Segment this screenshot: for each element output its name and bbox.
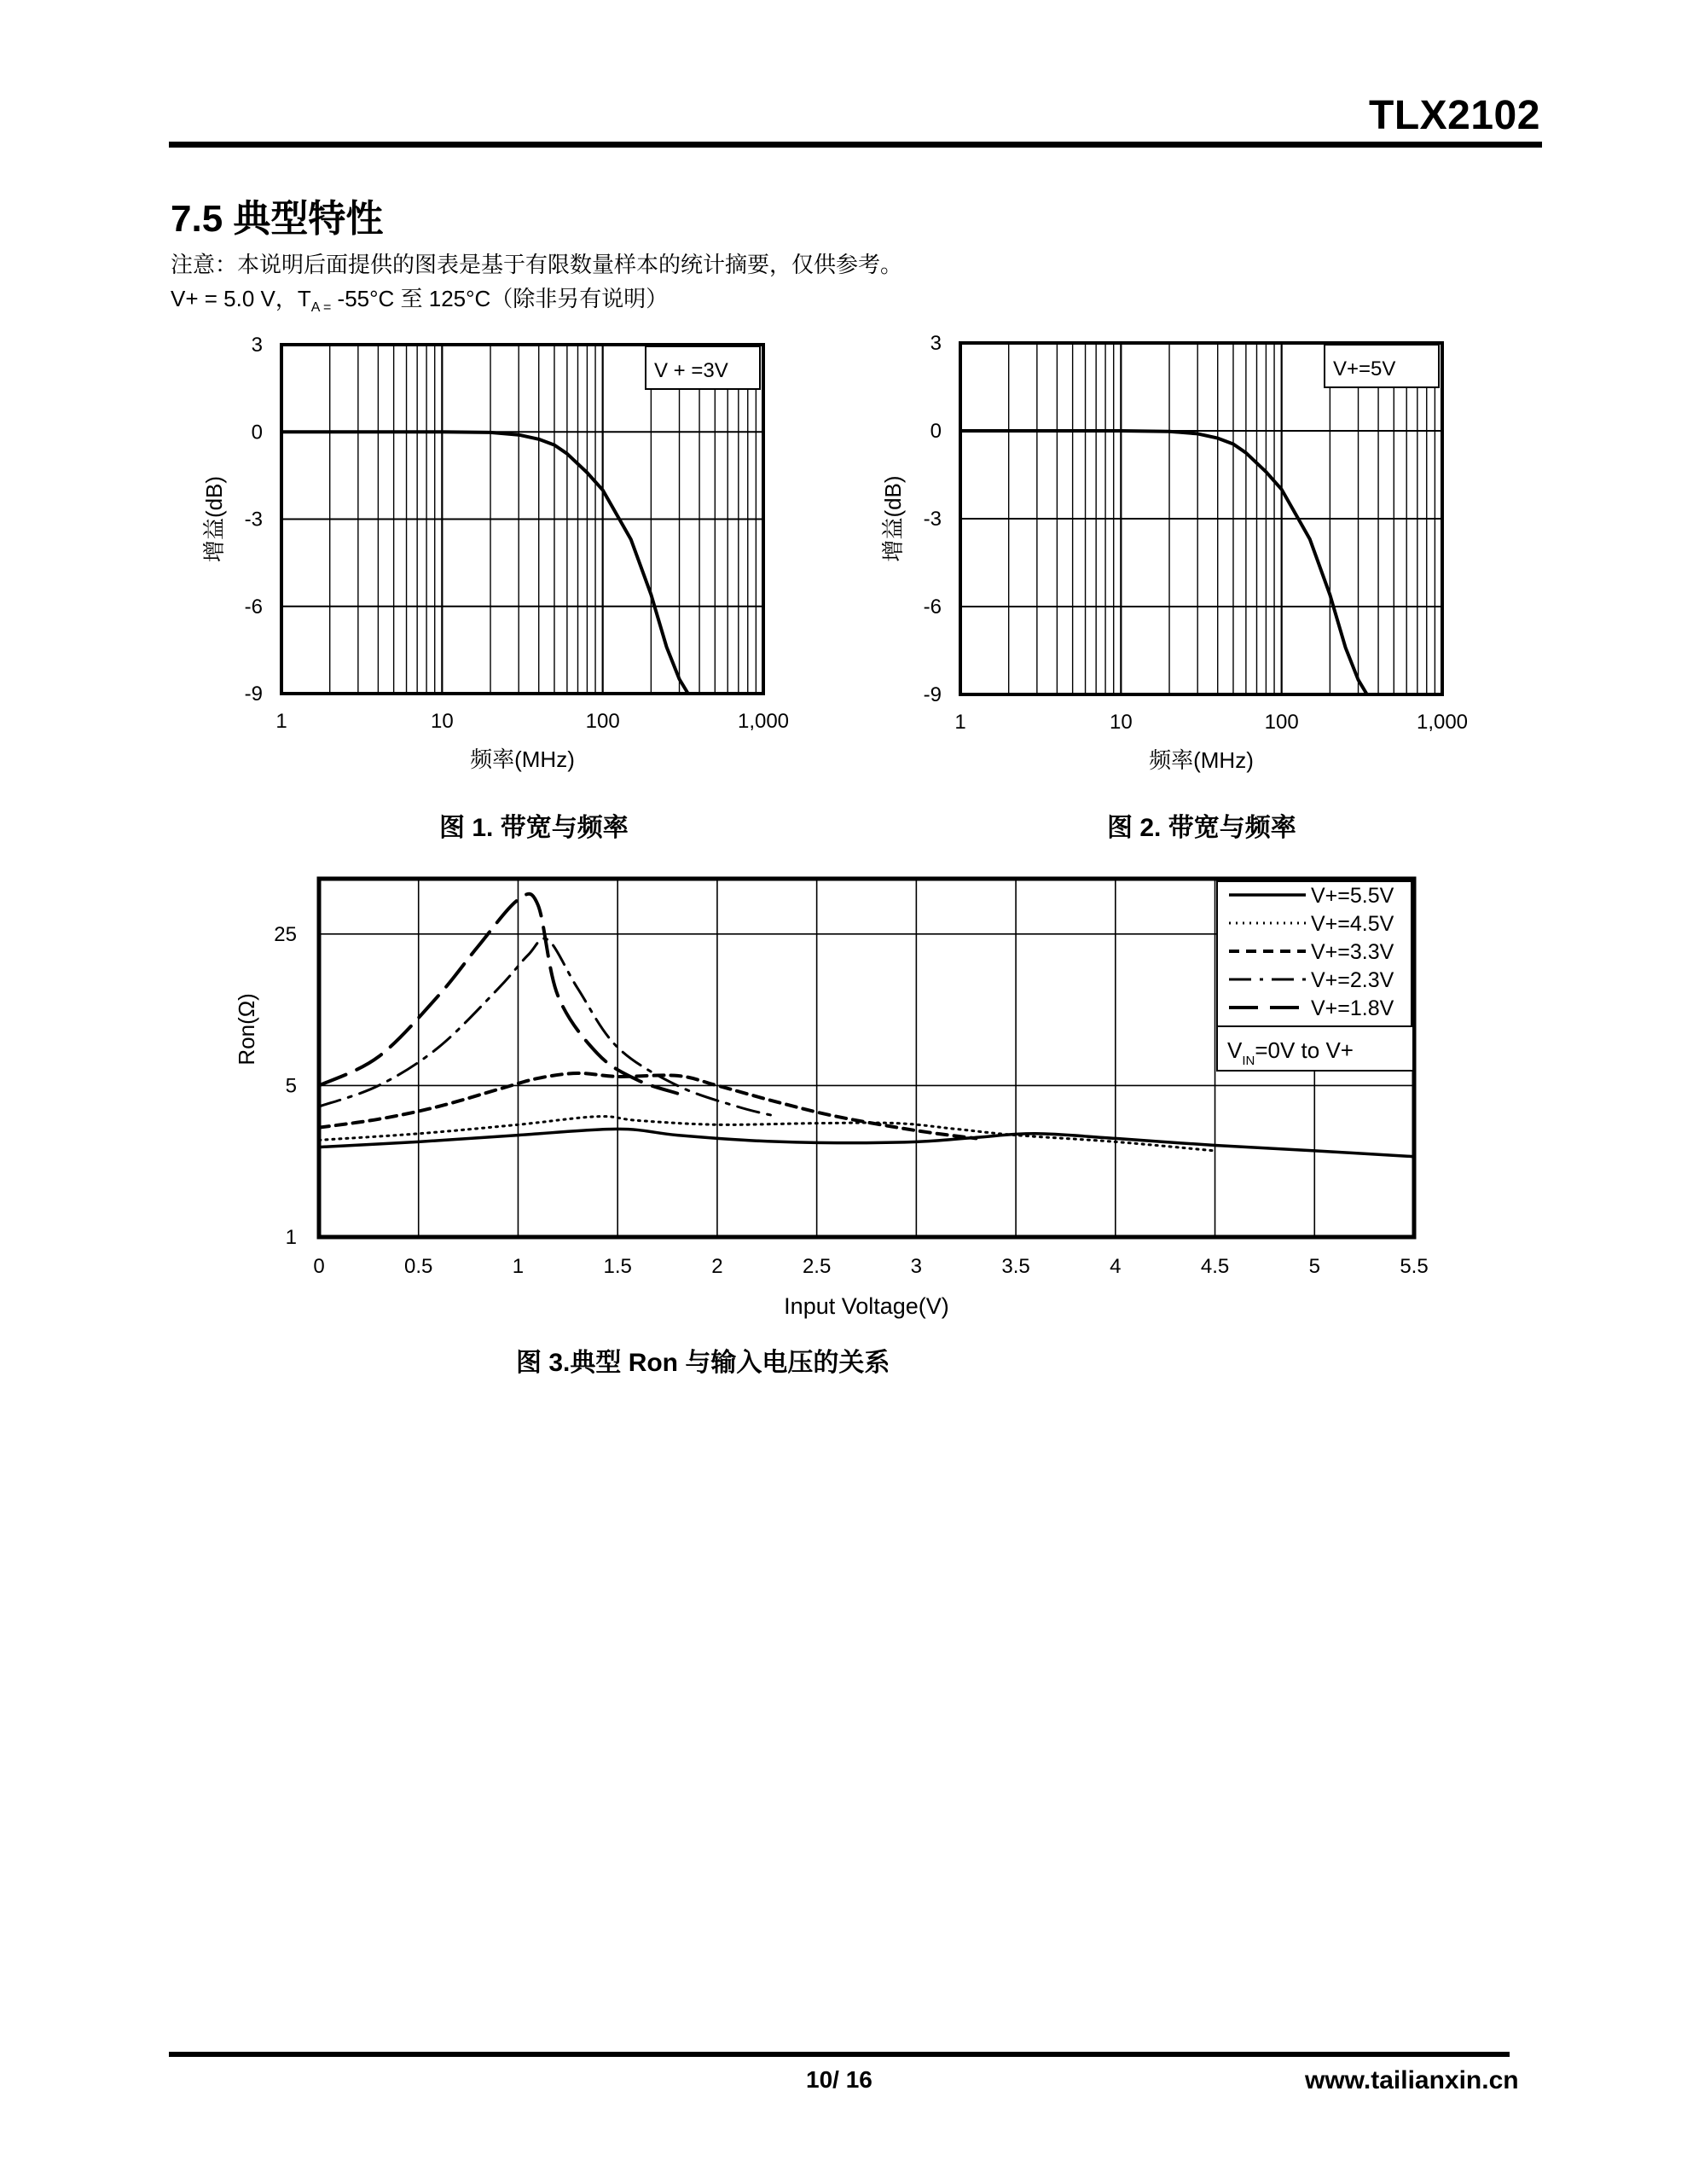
legend-label: V+=3.3V — [1311, 940, 1394, 964]
x-tick-label: 4.5 — [1200, 1255, 1230, 1278]
x-tick-label: 4 — [1110, 1255, 1122, 1278]
test-conditions — [171, 282, 668, 316]
series-line-4.5v — [319, 1117, 1215, 1151]
x-tick-label: 5.5 — [1400, 1255, 1429, 1278]
x-tick-label: 3 — [910, 1255, 923, 1278]
x-tick-label: 2.5 — [802, 1255, 832, 1278]
conditions-subscript: A = — [310, 300, 332, 316]
x-axis-label: Input Voltage(V) — [784, 1293, 949, 1319]
header-rule — [169, 142, 1542, 148]
x-tick-label: 1,000 — [737, 710, 790, 733]
legend-label: V+=1.8V — [1311, 996, 1394, 1020]
conditions-prefix: V+ = 5.0 V，T — [171, 286, 311, 311]
x-tick-label: 1 — [512, 1255, 525, 1278]
x-axis-label: 频率(MHz) — [470, 746, 575, 772]
series-line-5.5v — [319, 1129, 1414, 1156]
website-link[interactable]: www.tailianxin.cn — [1305, 2066, 1519, 2094]
x-tick-label: 100 — [585, 710, 620, 733]
y-tick-label: 0 — [251, 421, 263, 444]
page-number: 10/ 16 — [806, 2066, 872, 2093]
ron-vs-input-voltage-chart — [0, 853, 1687, 1331]
legend-label: V+=4.5V — [1311, 912, 1394, 936]
y-tick-label: 25 — [274, 922, 297, 946]
footer-rule — [169, 2052, 1510, 2057]
x-tick-label: 5 — [1308, 1255, 1320, 1278]
series-line — [281, 432, 688, 694]
annotation-prefix: V — [1227, 1037, 1243, 1063]
y-tick-label: -6 — [244, 595, 263, 619]
figure1-caption: 图 1. 带宽与频率 — [439, 814, 629, 842]
x-tick-label: 2 — [711, 1255, 723, 1278]
section-note: 注意：本说明后面提供的图表是基于有限数量样本的统计摘要，仅供参考。 — [171, 252, 903, 277]
y-axis-label: 增益(dB) — [201, 475, 227, 563]
x-tick-label: 1,000 — [1416, 711, 1469, 734]
series-line-1.8v — [319, 894, 677, 1094]
series-line-2.3v — [319, 938, 777, 1117]
bandwidth-chart-5v — [844, 324, 1687, 802]
y-tick-label: -3 — [244, 508, 263, 531]
series-line — [960, 431, 1367, 694]
x-tick-label: 0 — [313, 1255, 325, 1278]
y-tick-label: 5 — [285, 1074, 297, 1098]
x-tick-label: 1 — [954, 711, 966, 734]
y-tick-label: 1 — [285, 1226, 297, 1249]
bandwidth-chart-3v — [0, 324, 844, 802]
x-axis-label: 频率(MHz) — [1149, 747, 1254, 773]
x-tick-label: 10 — [430, 710, 454, 733]
y-tick-label: -9 — [244, 682, 263, 706]
x-tick-label: 3.5 — [1001, 1255, 1030, 1278]
x-tick-label: 1.5 — [603, 1255, 632, 1278]
x-tick-label: 0.5 — [404, 1255, 433, 1278]
annotation-subscript: IN — [1242, 1054, 1255, 1068]
legend-label: V+=2.3V — [1311, 968, 1394, 992]
y-tick-label: -6 — [923, 595, 942, 619]
series-line-3.3v — [319, 1073, 976, 1138]
y-tick-label: -3 — [923, 508, 942, 531]
figure2-caption: 图 2. 带宽与频率 — [1107, 814, 1296, 842]
document-title: TLX2102 — [1369, 93, 1540, 138]
y-axis-label: Ron(Ω) — [234, 993, 259, 1066]
y-tick-label: 3 — [930, 332, 942, 355]
y-tick-label: 3 — [251, 334, 263, 357]
legend-label: V+=5.5V — [1311, 884, 1394, 908]
y-tick-label: 0 — [930, 420, 942, 443]
annotation-suffix: =0V to V+ — [1255, 1037, 1354, 1063]
legend-label: V + =3V — [654, 359, 728, 382]
figure3-caption: 图 3.典型 Ron 与输入电压的关系 — [516, 1349, 890, 1377]
y-axis-label: 增益(dB) — [880, 475, 906, 562]
section-title: 7.5 典型特性 — [171, 198, 384, 240]
legend-label: V+=5V — [1333, 357, 1396, 380]
x-tick-label: 10 — [1109, 711, 1133, 734]
y-tick-label: -9 — [923, 683, 942, 706]
x-tick-label: 100 — [1264, 711, 1299, 734]
x-tick-label: 1 — [275, 710, 287, 733]
conditions-suffix: -55°C 至 125°C（除非另有说明） — [331, 286, 669, 311]
